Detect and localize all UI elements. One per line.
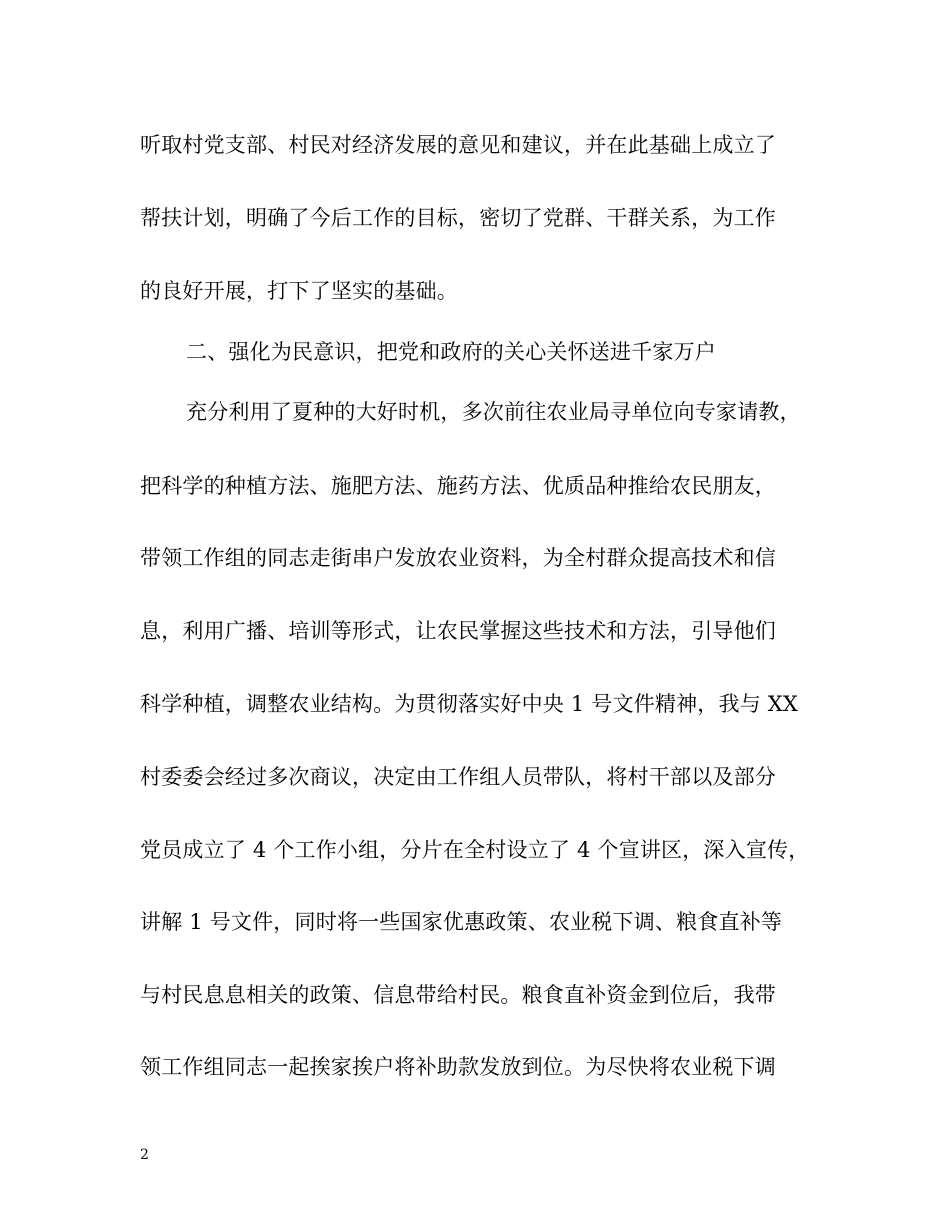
body-text-line: 息，利用广播、培训等形式，让农民掌握这些技术和方法，引导他们 — [140, 619, 776, 643]
body-text-line: 村委委会经过多次商议，决定由工作组人员带队，将村干部以及部分 — [140, 765, 776, 789]
body-text-line: 领工作组同志一起挨家挨户将补助款发放到位。为尽快将农业税下调 — [140, 1055, 776, 1079]
body-text-line: 科学种植，调整农业结构。为贯彻落实好中央 1 号文件精神，我与 XX — [140, 692, 799, 716]
body-text-line: 帮扶计划，明确了今后工作的目标，密切了党群、干群关系，为工作 — [140, 206, 776, 230]
section-heading: 二、强化为民意识，把党和政府的关心关怀送进千家万户 — [186, 340, 716, 364]
page-number: 2 — [140, 1147, 149, 1163]
body-text-line: 讲解 1 号文件，同时将一些国家优惠政策、农业税下调、粮食直补等 — [140, 910, 783, 934]
body-text-line: 把科学的种植方法、施肥方法、施药方法、优质品种推给农民朋友， — [140, 474, 776, 498]
body-text-line: 带领工作组的同志走街串户发放农业资料，为全村群众提高技术和信 — [140, 546, 776, 570]
body-text-line: 的良好开展，打下了坚实的基础。 — [140, 279, 458, 303]
body-text-line: 党员成立了 4 个工作小组，分片在全村设立了 4 个宣讲区，深入宣传， — [140, 838, 810, 862]
body-text-line: 充分利用了夏种的大好时机，多次前往农业局寻单位向专家请教， — [186, 400, 801, 424]
body-text-line: 听取村党支部、村民对经济发展的意见和建议，并在此基础上成立了 — [140, 133, 776, 157]
body-text-line: 与村民息息相关的政策、信息带给村民。粮食直补资金到位后，我带 — [140, 983, 776, 1007]
